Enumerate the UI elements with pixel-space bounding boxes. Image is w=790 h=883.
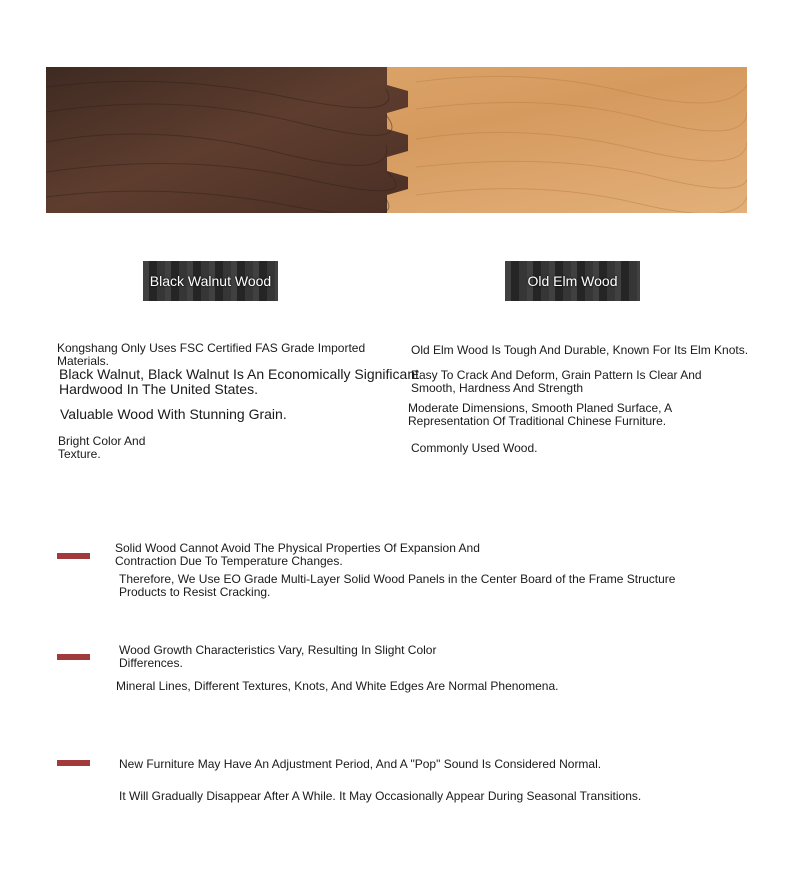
- note-expansion: Solid Wood Cannot Avoid The Physical Properties Of Expansion And Contraction Due To Temperature Changes.: [115, 541, 480, 568]
- walnut-sourcing: Kongshang Only Uses FSC Certified FAS Grade Imported Materials.: [57, 341, 366, 368]
- walnut-label-text: Black Walnut Wood: [149, 273, 272, 289]
- note-adjustment-detail: It Will Gradually Disappear After A While. It May Occasionally Appear During Seasonal Transitions.: [119, 789, 642, 803]
- walnut-color: Bright Color And Texture.: [58, 434, 146, 461]
- elm-durability: Old Elm Wood Is Tough And Durable, Known For Its Elm Knots.: [411, 343, 749, 357]
- note-color-variation: Wood Growth Characteristics Vary, Resulting In Slight Color Differences.: [119, 643, 437, 670]
- walnut-grain: Valuable Wood With Stunning Grain.: [60, 406, 287, 422]
- elm-grain: Easy To Crack And Deform, Grain Pattern Is Clear And Smooth, Hardness And Strength: [411, 368, 702, 395]
- note-bullet-bar: [57, 553, 90, 559]
- walnut-label: [143, 261, 278, 301]
- note-color-variation-detail: Mineral Lines, Different Textures, Knots, And White Edges Are Normal Phenomena.: [116, 679, 559, 693]
- note-adjustment: New Furniture May Have An Adjustment Period, And A "Pop" Sound Is Considered Normal.: [119, 757, 602, 771]
- note-expansion-detail: Therefore, We Use EO Grade Multi-Layer Solid Wood Panels in the Center Board of the Frame Structure Products to Resist Cracking.: [119, 572, 676, 599]
- walnut-description: Black Walnut, Black Walnut Is An Economically Significant Hardwood In The United States.: [59, 366, 420, 397]
- walnut-wood-panel: [46, 67, 408, 213]
- wood-comparison-image: [46, 67, 747, 213]
- elm-label-text: Old Elm Wood: [527, 273, 618, 289]
- note-bullet-bar: [57, 760, 90, 766]
- elm-label: [505, 261, 640, 301]
- elm-usage: Commonly Used Wood.: [411, 441, 538, 455]
- elm-dimensions: Moderate Dimensions, Smooth Planed Surface, A Representation Of Traditional Chinese Furniture.: [408, 401, 673, 428]
- note-bullet-bar: [57, 654, 90, 660]
